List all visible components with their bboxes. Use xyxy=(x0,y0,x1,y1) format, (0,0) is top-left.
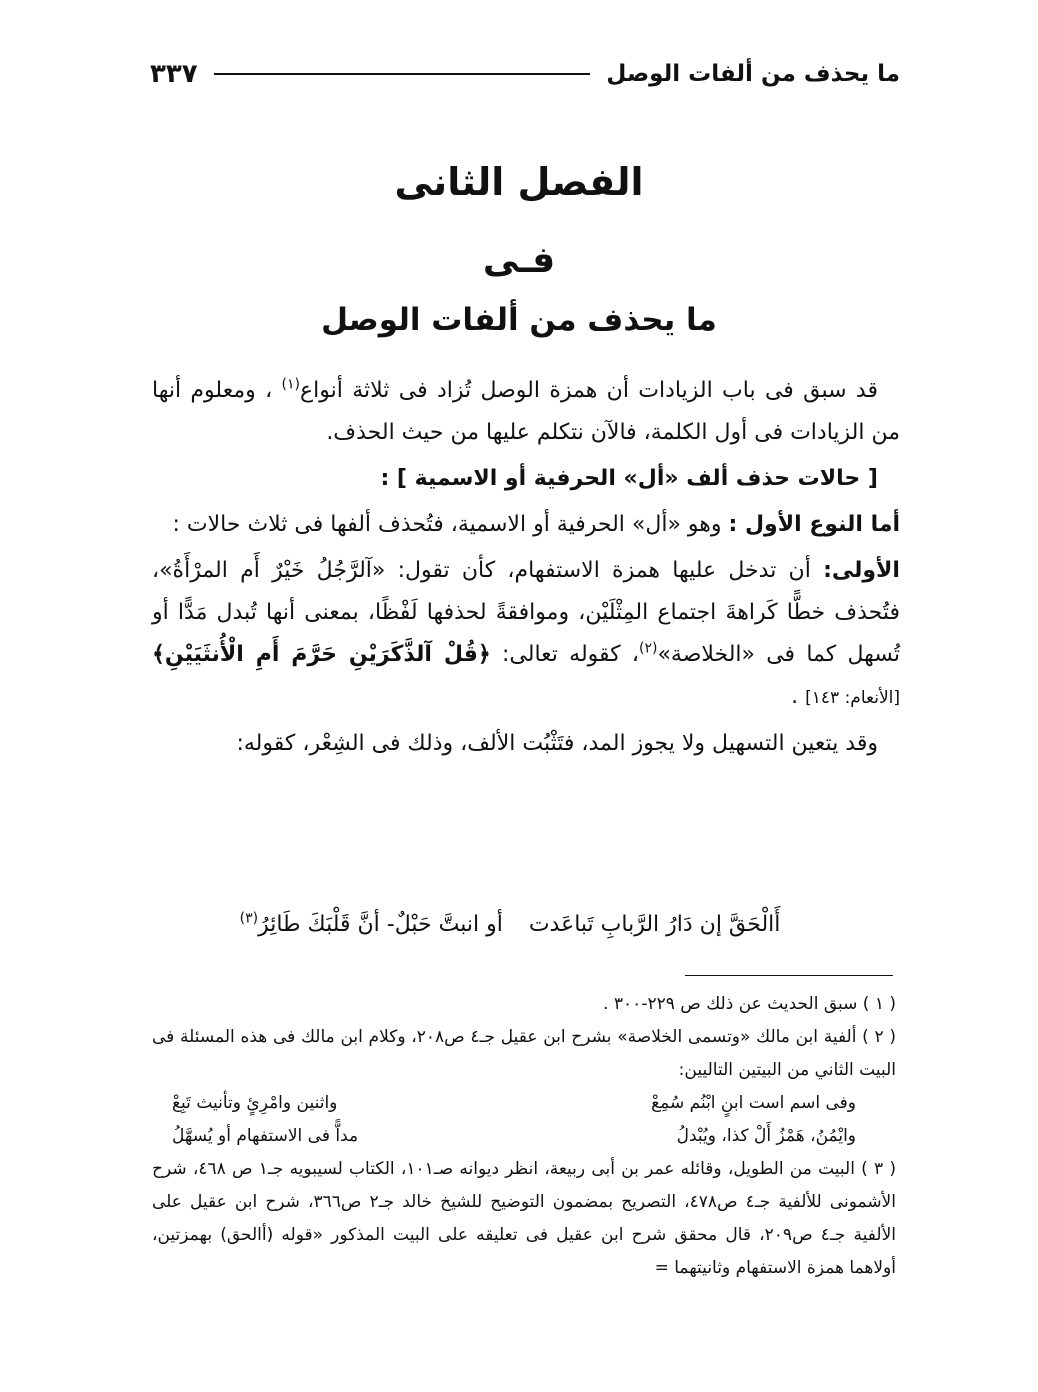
first-case-text2: ، كقوله تعالى: xyxy=(502,642,639,667)
verse-second-text: أو انبتَّ حَبْلٌ- أنَّ قَلْبَكَ طَائِرُ xyxy=(258,912,503,937)
type-text: وهو «أل» الحرفية أو الاسمية، فتُحذف ألفها فى ثلاث حالات : xyxy=(172,512,722,537)
first-case-paragraph xyxy=(152,550,900,719)
chapter-preposition: فـى xyxy=(482,240,556,281)
quran-verse: ﴿قُلْ آلذَّكَرَيْنِ حَرَّمَ أَمِ الْأُنثَيَيْنِ﴾ xyxy=(152,642,491,667)
footnote-3: ( ٣ ) البيت من الطويل، وقائله عمر بن أبى ربيعة، انظر ديوانه صـ١٠١، الكتاب لسيبويه جـ١ ص ٤٦٨، شرح الأشمونى للألفية جـ٤ ص٤٧٨، التصريح بمضمون التوضيح للشيخ خالد جـ٢ ص٣٦٦، شرح ابن عقيل على الألفية جـ٤ ص٢٠٩، قال محقق شرح ابن عقيل فى تعليقه على البيت المذكور «قوله (أالحق) بهمزتين، أولاهما همزة الاستفهام وثانيتهما = xyxy=(152,1159,897,1278)
section-heading: [ حالات حذف ألف «أل» الحرفية أو الاسمية ] : xyxy=(380,466,878,491)
footnote-1: ( ١ ) سبق الحديث عن ذلك ص ٢٢٩-٣٠٠ . xyxy=(603,994,896,1014)
footnote-ref-1: (١) xyxy=(281,376,301,393)
footnote-separator xyxy=(685,975,893,976)
footnotes xyxy=(152,988,896,1285)
poem-row1-right: وفى اسم است ابنٍ ابْنُم سُمِعْ xyxy=(651,1093,856,1113)
first-case-label: الأولى: xyxy=(823,558,900,583)
poem-row xyxy=(172,1120,856,1153)
intro-paragraph xyxy=(152,370,900,454)
main-text xyxy=(152,370,900,769)
quran-end: . xyxy=(791,684,799,709)
verse-first-hemistich: أَالْحَقَّ إن دَارُ الرَّبابِ تَباعَدت xyxy=(528,912,781,937)
poetry-verse xyxy=(152,912,868,937)
second-paragraph: وقد يتعين التسهيل ولا يجوز المد، فتَثْبُت الألف، وذلك فى الشِعْر، كقوله: xyxy=(236,731,878,756)
poem-row2-right: وايْمُنُ، هَمْزُ أَلْ كذا، ويُبْدلُ xyxy=(676,1126,856,1146)
quran-reference: [الأنعام: ١٤٣] xyxy=(805,688,900,708)
footnote-2: ( ٢ ) ألفية ابن مالك «وتسمى الخلاصة» بشرح ابن عقيل جـ٤ ص٢٠٨، وكلام ابن مالك فى هذه المسئلة فى البيت الثاني من البيتين التاليين: xyxy=(152,1027,896,1080)
footnote-ref-3: (٣) xyxy=(239,910,259,927)
first-case-text: أن تدخل عليها همزة الاستفهام، كأن تقول: «آلرَّجُلُ خَيْرٌ أَم المرْأَةُ»، فتُحذف خطًّا كَراهةَ اجتماع المِثْلَيْن، وموافقةً لحذفها لَفْظًا، بمعنى أنها تُبدل مَدًّا أو تُسهل كما فى «الخلاصة» xyxy=(152,558,901,667)
type-label: أما النوع الأول : xyxy=(728,512,900,537)
poem-row xyxy=(172,1087,856,1120)
poem-row1-left: واثنين وامْرِئٍ وتأنيث تَبِعْ xyxy=(172,1093,338,1113)
chapter-subject: ما يحذف من ألفات الوصل xyxy=(321,302,717,338)
intro-rest: ، ومعلوم أنها من الزيادات فى أول الكلمة، فالآن نتكلم عليها من حيث الحذف. xyxy=(152,378,900,445)
chapter-title: الفصل الثانى xyxy=(394,160,644,204)
header-rule xyxy=(214,73,591,75)
verse-second-hemistich xyxy=(240,912,503,937)
type-paragraph xyxy=(152,504,900,546)
footnote-ref-2: (٢) xyxy=(638,640,658,657)
page-number: ٣٣٧ xyxy=(150,59,198,89)
running-title: ما يحذف من ألفات الوصل xyxy=(606,61,900,87)
running-header xyxy=(150,54,900,94)
intro-text: قد سبق فى باب الزيادات أن همزة الوصل تُزاد فى ثلاثة أنواع xyxy=(300,378,878,403)
footnote-poem xyxy=(152,1087,896,1153)
poem-row2-left: مداًّ فى الاستفهام أو يُسهَّلُ xyxy=(172,1126,359,1146)
